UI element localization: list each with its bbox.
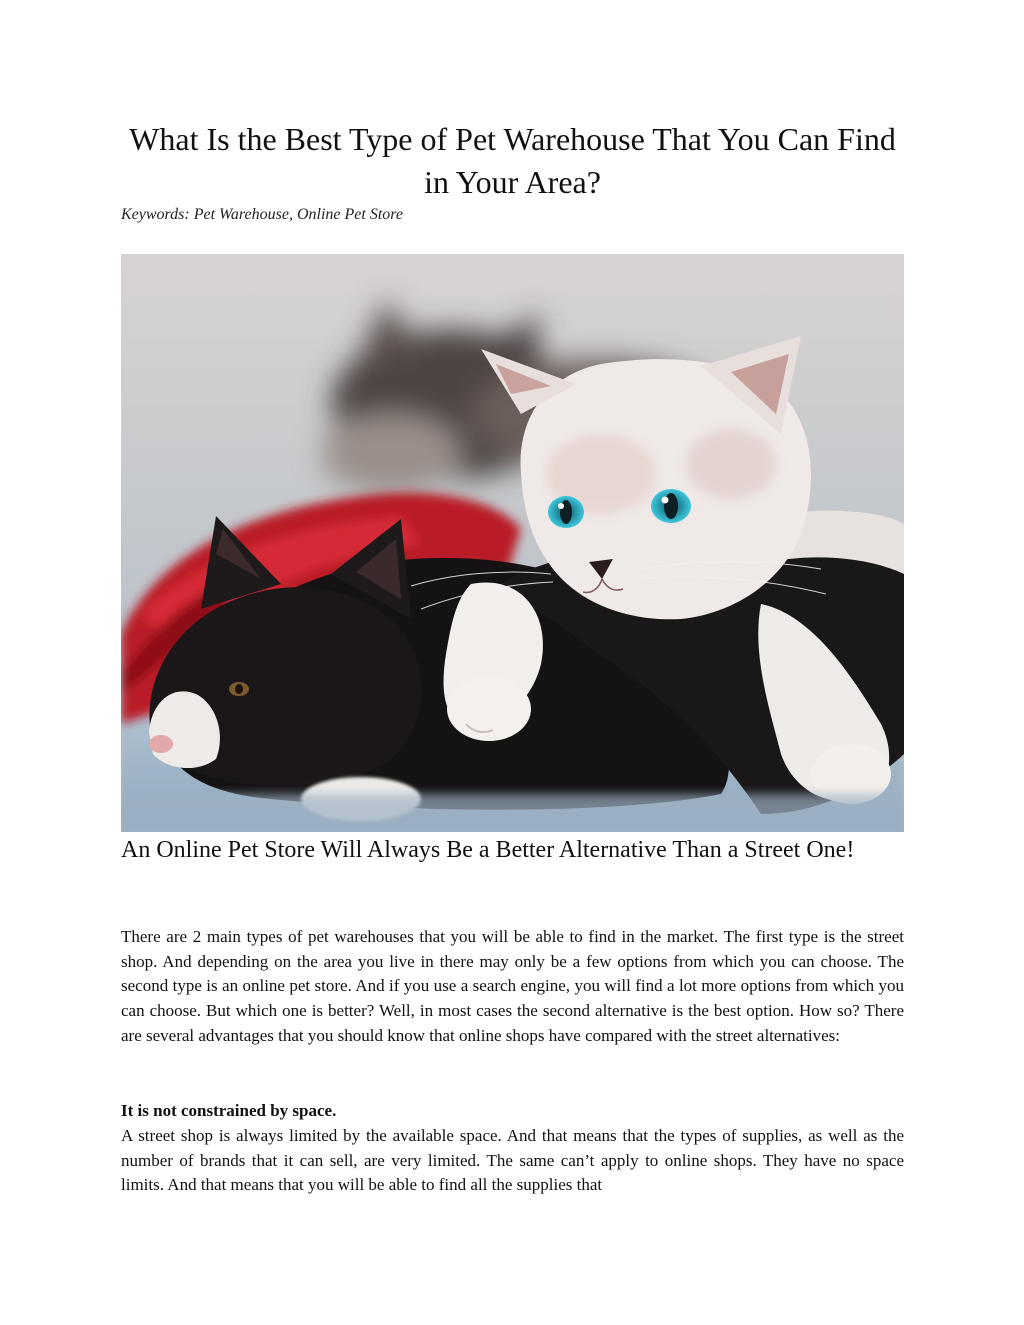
page-title: What Is the Best Type of Pet Warehouse That You Can Find in Your Area? (129, 121, 896, 200)
space-constraint-paragraph: A street shop is always limited by the available space. And that means that the types of supplies, as well as the number of brands that it can sell, are very limited. The same can’t apply to online shops. They have no space limits. And that means that you will be able to find all the supplies that (121, 1126, 904, 1195)
kittens-illustration (121, 254, 904, 832)
keywords-line: Keywords: Pet Warehouse, Online Pet Store (121, 206, 404, 223)
intro-paragraph: There are 2 main types of pet warehouses that you will be able to find in the market. The first type is the street shop. And depending on the area you live in there may only be a few options from which you can choose. The second type is an online pet store. And if you use a search engine, you will find a lot more options from which you can choose. But which one is better? Well, in most cases the second alternative is the best option. How so? There are several advantages that you should know that online shops have compared with the street alternatives: (121, 927, 904, 1045)
space-constraint-heading: It is not constrained by space. (121, 1101, 337, 1120)
kittens-photo (121, 254, 904, 832)
section-subheading: An Online Pet Store Will Always Be a Better Alternative Than a Street One! (121, 837, 855, 863)
